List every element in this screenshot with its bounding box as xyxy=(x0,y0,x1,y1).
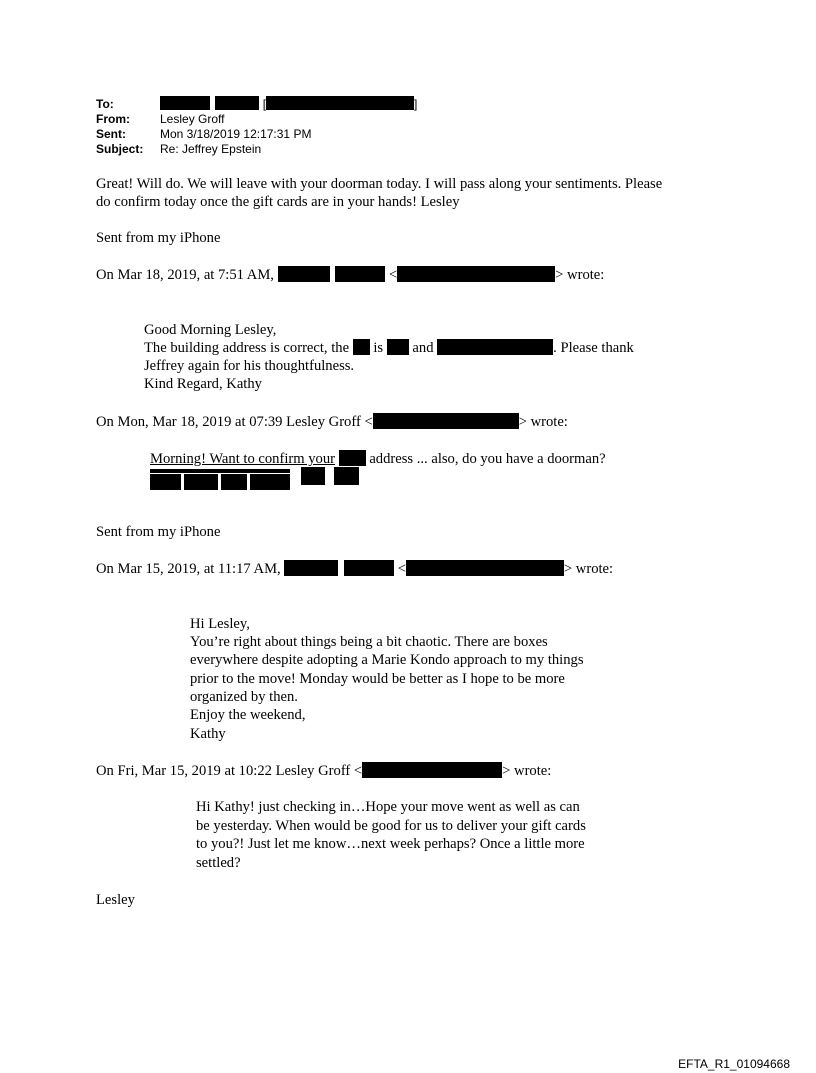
redaction xyxy=(160,96,210,110)
reply-line: Great! Will do. We will leave with your doorman today. I will pass along your sentiments. Please xyxy=(96,176,663,192)
document-id: EFTA_R1_01094668 xyxy=(678,1057,790,1071)
quote1-line xyxy=(144,339,634,358)
redaction xyxy=(250,474,290,490)
closing-signature: Lesley xyxy=(96,892,135,908)
attribution-prefix: On Mon, Mar 18, 2019 at 07:39 Lesley Groff < xyxy=(96,414,373,430)
quote1-line: Kind Regard, Kathy xyxy=(144,376,262,392)
redaction xyxy=(150,469,290,473)
quote1-attribution xyxy=(96,266,604,285)
to-row xyxy=(96,96,417,112)
to-label: To: xyxy=(96,97,114,111)
redaction xyxy=(339,450,366,466)
quote1-line: Jeffrey again for his thoughtfulness. xyxy=(144,358,355,374)
attribution-lt: < xyxy=(397,561,406,577)
sent-value: Mon 3/18/2019 12:17:31 PM xyxy=(160,127,312,141)
attribution-suffix: > wrote: xyxy=(555,267,605,283)
attribution-lt: < xyxy=(388,267,398,283)
attribution-prefix: On Mar 18, 2019, at 7:51 AM, xyxy=(96,267,274,283)
quote2-attribution xyxy=(96,413,568,432)
quote3-line: Enjoy the weekend, xyxy=(190,707,306,723)
attribution-suffix: > wrote: xyxy=(563,561,614,577)
to-bracket-close: ] xyxy=(414,97,418,111)
redaction xyxy=(278,266,330,282)
from-row xyxy=(96,112,224,127)
quote1-text: and xyxy=(412,340,434,356)
redaction xyxy=(406,560,564,576)
quote3-line: everywhere despite adopting a Marie Kondo approach to my things xyxy=(190,652,584,668)
quote2-signature: Sent from my iPhone xyxy=(96,524,221,540)
quote1-text: The building address is correct, the xyxy=(144,340,350,356)
reply-signature: Sent from my iPhone xyxy=(96,230,221,246)
redaction xyxy=(437,339,553,355)
redaction xyxy=(150,474,181,490)
quote4-line: to you?! Just let me know…next week perhaps? Once a little more xyxy=(196,836,585,852)
quote3-line: organized by then. xyxy=(190,689,298,705)
sent-row xyxy=(96,127,311,142)
from-label: From: xyxy=(96,112,130,126)
sent-label: Sent: xyxy=(96,127,126,141)
subject-label: Subject: xyxy=(96,142,144,156)
reply-line: do confirm today once the gift cards are in your hands! Lesley xyxy=(96,194,460,210)
quote3-line: Kathy xyxy=(190,726,226,742)
from-value: Lesley Groff xyxy=(160,112,225,126)
redaction xyxy=(397,266,555,282)
quote3-line: You’re right about things being a bit chaotic. There are boxes xyxy=(190,634,548,650)
attribution-suffix: > wrote: xyxy=(518,414,568,430)
redaction xyxy=(373,413,519,429)
redaction xyxy=(387,339,409,355)
subject-value: Re: Jeffrey Epstein xyxy=(160,142,262,156)
quote4-attribution xyxy=(96,762,551,781)
redaction xyxy=(334,467,359,485)
quote4-line: be yesterday. When would be good for us to deliver your gift cards xyxy=(196,818,586,834)
quote3-attribution xyxy=(96,560,613,579)
quote2-text: Morning! Want to confirm your xyxy=(150,451,336,467)
redaction xyxy=(266,96,414,110)
quote1-line: Good Morning Lesley, xyxy=(144,322,277,338)
quote2-line xyxy=(150,450,606,469)
redaction xyxy=(353,339,370,355)
redaction xyxy=(284,560,338,576)
attribution-prefix: On Mar 15, 2019, at 11:17 AM, xyxy=(96,561,281,577)
redaction xyxy=(344,560,394,576)
quote4-line: settled? xyxy=(196,855,241,871)
quote1-text: . Please thank xyxy=(553,340,634,356)
redaction xyxy=(362,762,502,778)
quote2-text: address ... also, do you have a doorman? xyxy=(369,451,606,467)
attribution-prefix: On Fri, Mar 15, 2019 at 10:22 Lesley Groff < xyxy=(96,763,363,779)
redaction xyxy=(221,474,247,490)
quote3-line: Hi Lesley, xyxy=(190,616,250,632)
quote4-line: Hi Kathy! just checking in…Hope your move went as well as can xyxy=(196,799,580,815)
redaction xyxy=(335,266,385,282)
redaction xyxy=(301,467,325,485)
redaction xyxy=(215,96,259,110)
quote1-text: is xyxy=(373,340,384,356)
to-bracket-open: [ xyxy=(262,97,267,111)
redaction xyxy=(184,474,218,490)
subject-row xyxy=(96,142,261,157)
attribution-suffix: > wrote: xyxy=(502,763,552,779)
quote3-line: prior to the move! Monday would be better as I hope to be more xyxy=(190,671,565,687)
